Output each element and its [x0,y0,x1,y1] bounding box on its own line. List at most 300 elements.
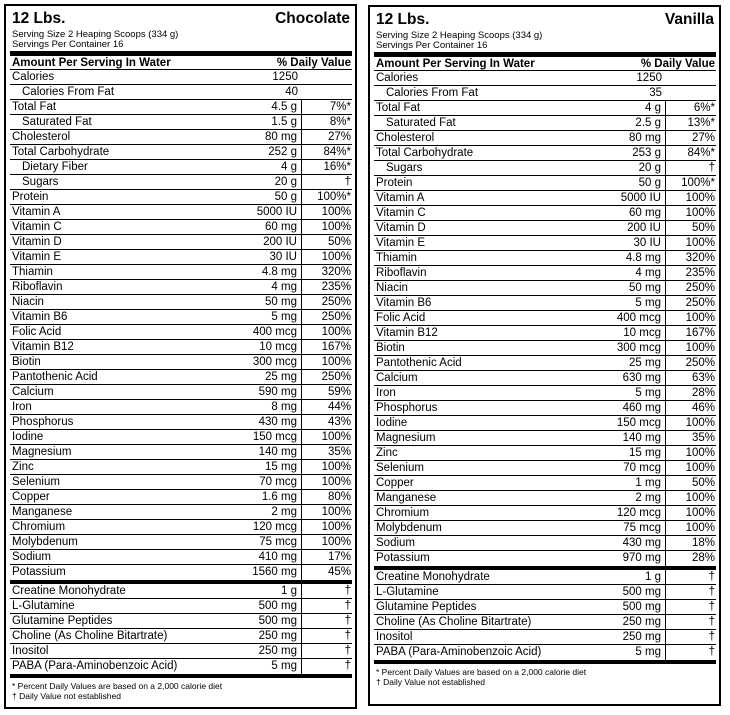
nutrient-row [374,521,716,536]
nutrient-name: Calcium [376,372,418,384]
nutrient-amount: 70 mcg [238,475,302,489]
nutrient-name: Zinc [376,447,398,459]
nutrient-daily-value: 50% [691,477,715,489]
nutrient-row [374,206,716,221]
nutrient-amount: 120 mcg [602,506,666,520]
serving-size: Serving Size 2 Heaping Scoops (334 g) [12,29,179,40]
nutrient-row [10,70,352,85]
daily-value-header: % Daily Value [276,57,351,69]
nutrient-amount: 30 IU [602,236,666,250]
supplement-row [374,600,716,615]
nutrient-name: Molybdenum [12,536,78,548]
nutrient-row [10,235,352,250]
supplement-daily-value: † [708,631,715,643]
nutrient-amount: 80 mg [602,131,666,145]
nutrient-name: Potassium [12,566,66,578]
nutrient-row [374,401,716,416]
nutrient-daily-value: 100% [321,521,351,533]
nutrient-name: Molybdenum [376,522,442,534]
nutrient-daily-value: 28% [691,387,715,399]
nutrient-row [10,310,352,325]
nutrient-row [374,536,716,551]
nutrient-rows [10,70,352,580]
nutrient-row [10,385,352,400]
nutrient-row [10,280,352,295]
nutrient-daily-value: 100% [321,206,351,218]
nutrient-amount: 4 g [238,160,302,174]
supplement-amount: 250 mg [238,644,302,658]
nutrient-amount: 5000 IU [602,191,666,205]
nutrient-daily-value: 59% [327,386,351,398]
nutrient-row [374,491,716,506]
nutrient-name: Vitamin E [12,251,62,263]
nutrient-daily-value: 100% [321,431,351,443]
supplement-row [374,645,716,660]
nutrient-amount: 75 mcg [602,521,666,535]
nutrient-name: Folic Acid [376,312,426,324]
supplement-row [10,614,352,629]
nutrient-daily-value: 46% [691,402,715,414]
nutrient-name: Manganese [376,492,437,504]
nutrient-amount: 2.5 g [602,116,666,130]
nutrient-amount: 15 mg [238,460,302,474]
nutrient-name: Saturated Fat [22,116,92,128]
nutrition-panel-vanilla [368,5,721,706]
nutrient-row [374,266,716,281]
nutrient-daily-value: 84%* [687,147,715,159]
nutrient-name: Vitamin D [376,222,426,234]
nutrient-name: Selenium [12,476,60,488]
nutrient-row [374,446,716,461]
nutrient-name: Pantothenic Acid [376,357,462,369]
nutrient-amount: 460 mg [602,401,666,415]
nutrient-row [10,520,352,535]
nutrient-amount: 1.5 g [238,115,302,129]
nutrient-name: Riboflavin [12,281,63,293]
supplement-name: L-Glutamine [12,600,75,612]
nutrient-daily-value: 100% [685,447,715,459]
supplement-daily-value: † [344,660,351,672]
nutrient-row [374,281,716,296]
nutrient-name: Copper [376,477,414,489]
nutrient-daily-value: 27% [691,132,715,144]
supplement-amount: 250 mg [602,630,666,644]
nutrient-daily-value: 100% [321,326,351,338]
nutrient-amount: 300 mcg [602,341,666,355]
amount-header: Amount Per Serving In Water [12,57,171,69]
nutrient-row [10,115,352,130]
supplement-name: PABA (Para-Aminobenzoic Acid) [376,646,542,658]
nutrient-daily-value: 13%* [687,117,715,129]
nutrient-row [374,161,716,176]
nutrient-row [10,565,352,580]
nutrient-amount: 70 mcg [602,461,666,475]
supplement-daily-value: † [344,615,351,627]
supplement-amount: 1 g [602,570,666,584]
nutrient-amount: 590 mg [238,385,302,399]
nutrient-name: Copper [12,491,50,503]
nutrient-row [10,340,352,355]
nutrient-daily-value [302,70,352,84]
nutrient-daily-value: † [344,176,351,188]
supplement-name: Creatine Monohydrate [12,585,126,597]
nutrient-name: Vitamin A [12,206,61,218]
nutrient-amount: 4 mg [238,280,302,294]
footnote-dagger: † Daily Value not established [12,691,121,701]
supplement-row [10,629,352,644]
supplement-daily-value: † [708,616,715,628]
nutrient-daily-value: 100% [685,507,715,519]
servings-per-container: Servings Per Container 16 [12,39,124,50]
nutrient-name: Total Carbohydrate [12,146,110,158]
footnote-percent: * Percent Daily Values are based on a 2,000 calorie diet [12,681,223,691]
nutrient-daily-value [666,86,716,100]
nutrient-row [374,296,716,311]
nutrient-name: Vitamin B6 [376,297,432,309]
package-size: 12 Lbs. [12,10,66,27]
column-header [374,57,716,71]
nutrient-row [374,386,716,401]
supplement-amount: 500 mg [238,599,302,613]
supplement-row [10,659,352,674]
nutrient-name: Zinc [12,461,34,473]
nutrition-panel-chocolate [4,4,357,709]
nutrient-daily-value: 100% [321,536,351,548]
nutrient-daily-value: 18% [691,537,715,549]
nutrient-amount: 200 IU [238,235,302,249]
supplement-row [374,570,716,585]
nutrient-row [374,506,716,521]
nutrient-daily-value: 167% [685,327,715,339]
nutrient-name: Total Fat [12,101,57,113]
nutrient-name: Biotin [12,356,41,368]
nutrient-row [374,101,716,116]
nutrient-daily-value: 8%* [329,116,351,128]
nutrient-name: Chromium [376,507,430,519]
nutrient-daily-value [302,85,352,99]
panel-heading [374,11,716,31]
nutrient-amount: 25 mg [602,356,666,370]
supplement-daily-value: † [708,586,715,598]
nutrient-name: Phosphorus [376,402,438,414]
nutrient-row [374,341,716,356]
nutrient-row [374,71,716,86]
nutrient-row [10,370,352,385]
supplement-amount: 250 mg [602,615,666,629]
nutrient-daily-value: 100% [321,476,351,488]
supplement-daily-value: † [344,585,351,597]
nutrient-amount: 5000 IU [238,205,302,219]
nutrient-row [10,130,352,145]
nutrient-name: Protein [12,191,49,203]
nutrient-amount: 60 mg [238,220,302,234]
nutrient-daily-value: 7%* [329,101,351,113]
nutrient-amount: 2 mg [238,505,302,519]
supplement-rows [10,584,352,674]
supplement-name: Creatine Monohydrate [376,571,490,583]
nutrient-daily-value: 80% [327,491,351,503]
nutrient-daily-value: 16%* [323,161,351,173]
nutrient-name: Selenium [376,462,424,474]
nutrient-row [10,505,352,520]
nutrient-row [10,325,352,340]
nutrient-rows [374,71,716,566]
nutrient-daily-value: 100% [685,192,715,204]
nutrient-amount: 1 mg [602,476,666,490]
nutrient-name: Saturated Fat [386,117,456,129]
nutrient-amount: 50 g [602,176,666,190]
nutrient-name: Niacin [12,296,44,308]
nutrient-amount: 15 mg [602,446,666,460]
nutrient-name: Riboflavin [376,267,427,279]
nutrient-name: Sodium [376,537,415,549]
nutrient-amount: 5 mg [602,296,666,310]
supplement-amount: 500 mg [602,585,666,599]
nutrient-daily-value: 100% [685,462,715,474]
supplement-name: L-Glutamine [376,586,439,598]
nutrient-daily-value: 100% [685,522,715,534]
nutrient-amount: 300 mcg [238,355,302,369]
supplement-amount: 5 mg [602,645,666,660]
daily-value-header: % Daily Value [640,58,715,70]
nutrient-amount: 120 mcg [238,520,302,534]
footer-divider [10,674,352,678]
nutrient-name: Cholesterol [12,131,71,143]
nutrient-row [374,131,716,146]
nutrient-row [374,236,716,251]
nutrient-amount: 430 mg [238,415,302,429]
nutrient-daily-value: 50% [691,222,715,234]
nutrient-amount: 1250 [272,71,298,83]
nutrient-name: Biotin [376,342,405,354]
nutrient-daily-value: 63% [691,372,715,384]
nutrient-daily-value: 235% [321,281,351,293]
nutrient-row [374,551,716,566]
nutrient-row [10,400,352,415]
nutrient-name: Pantothenic Acid [12,371,98,383]
nutrient-amount: 2 mg [602,491,666,505]
nutrient-name: Sugars [22,176,59,188]
nutrient-amount: 50 g [238,190,302,204]
nutrient-name: Iron [12,401,32,413]
nutrient-daily-value: 17% [327,551,351,563]
nutrient-amount: 1.6 mg [238,490,302,504]
nutrient-amount: 80 mg [238,130,302,144]
nutrient-name: Vitamin E [376,237,426,249]
nutrient-amount: 252 g [238,145,302,159]
nutrient-amount: 630 mg [602,371,666,385]
supplement-amount: 250 mg [238,629,302,643]
nutrient-amount: 4.8 mg [238,265,302,279]
nutrient-amount: 30 IU [238,250,302,264]
nutrient-amount: 140 mg [238,445,302,459]
nutrient-daily-value: 250% [321,371,351,383]
supplement-daily-value: † [344,630,351,642]
nutrient-amount: 400 mcg [238,325,302,339]
nutrient-name: Calcium [12,386,54,398]
supplement-daily-value: † [708,601,715,613]
nutrient-daily-value: 44% [327,401,351,413]
nutrient-name: Vitamin B6 [12,311,68,323]
nutrient-row [374,476,716,491]
supplement-amount: 500 mg [238,614,302,628]
nutrient-name: Folic Acid [12,326,62,338]
nutrient-daily-value: 235% [685,267,715,279]
nutrient-amount: 25 mg [238,370,302,384]
nutrient-daily-value: 100% [321,221,351,233]
nutrient-name: Vitamin A [376,192,425,204]
nutrient-daily-value: 100% [685,492,715,504]
supplement-name: Choline (As Choline Bitartrate) [376,616,532,628]
panel-heading [10,10,352,30]
nutrient-daily-value: 100% [685,207,715,219]
nutrient-amount: 4 mg [602,266,666,280]
nutrient-row [374,221,716,236]
nutrient-row [10,550,352,565]
nutrient-amount: 970 mg [602,551,666,566]
nutrient-amount: 4.5 g [238,100,302,114]
supplement-name: Inositol [12,645,49,657]
nutrient-daily-value: 50% [327,236,351,248]
nutrient-name: Iodine [376,417,408,429]
supplement-daily-value: † [344,645,351,657]
supplement-row [374,585,716,600]
nutrient-row [10,250,352,265]
nutrient-daily-value: 28% [691,552,715,564]
nutrient-row [374,356,716,371]
supplement-rows [374,570,716,660]
footer-divider [374,660,716,664]
nutrient-amount: 5 mg [238,310,302,324]
supplement-row [374,630,716,645]
nutrient-daily-value: 320% [685,252,715,264]
supplement-daily-value: † [708,571,715,583]
nutrient-amount: 10 mcg [602,326,666,340]
amount-header: Amount Per Serving In Water [376,58,535,70]
supplement-name: Inositol [376,631,413,643]
nutrient-amount: 75 mcg [238,535,302,549]
nutrient-amount: 40 [285,86,298,98]
nutrient-row [10,190,352,205]
nutrient-row [10,205,352,220]
nutrient-row [374,461,716,476]
nutrient-daily-value: 84%* [323,146,351,158]
supplement-name: PABA (Para-Aminobenzoic Acid) [12,660,178,672]
nutrient-name: Phosphorus [12,416,74,428]
nutrient-row [10,220,352,235]
nutrient-amount: 253 g [602,146,666,160]
nutrient-row [10,145,352,160]
nutrient-name: Magnesium [376,432,436,444]
nutrient-row [374,326,716,341]
supplement-daily-value: † [344,600,351,612]
nutrient-name: Iodine [12,431,44,443]
supplement-row [10,644,352,659]
package-size: 12 Lbs. [376,11,430,28]
supplement-row [374,615,716,630]
nutrient-row [374,191,716,206]
supplement-amount: 500 mg [602,600,666,614]
nutrient-daily-value [666,71,716,85]
nutrient-row [374,416,716,431]
nutrient-row [374,311,716,326]
nutrient-daily-value: 35% [691,432,715,444]
nutrient-name: Vitamin B12 [376,327,438,339]
nutrient-daily-value: 250% [321,311,351,323]
nutrient-amount: 400 mcg [602,311,666,325]
nutrient-amount: 50 mg [238,295,302,309]
nutrient-row [374,116,716,131]
nutrient-daily-value: 250% [685,357,715,369]
nutrient-name: Iron [376,387,396,399]
nutrient-row [374,176,716,191]
nutrient-name: Niacin [376,282,408,294]
nutrient-daily-value: 43% [327,416,351,428]
nutrient-row [374,251,716,266]
nutrient-daily-value: 100% [321,356,351,368]
nutrient-name: Magnesium [12,446,72,458]
nutrient-row [10,295,352,310]
nutrient-daily-value: 100% [321,461,351,473]
nutrient-daily-value: 100%* [317,191,351,203]
nutrient-row [374,371,716,386]
nutrient-row [10,430,352,445]
nutrient-name: Vitamin B12 [12,341,74,353]
nutrient-name: Thiamin [12,266,53,278]
nutrient-daily-value: 167% [321,341,351,353]
nutrient-amount: 410 mg [238,550,302,564]
nutrient-amount: 1560 mg [238,565,302,580]
nutrient-name: Chromium [12,521,66,533]
nutrient-amount: 150 mcg [238,430,302,444]
nutrient-row [10,265,352,280]
nutrient-row [10,445,352,460]
flavor-name: Chocolate [275,10,350,27]
nutrient-daily-value: 320% [321,266,351,278]
nutrient-row [374,431,716,446]
nutrient-row [10,175,352,190]
nutrient-row [10,355,352,370]
nutrient-name: Calories From Fat [386,87,479,99]
nutrient-name: Vitamin C [12,221,62,233]
nutrient-row [10,160,352,175]
nutrient-name: Cholesterol [376,132,435,144]
nutrient-daily-value: 45% [327,566,351,578]
nutrient-row [10,85,352,100]
nutrient-amount: 20 g [238,175,302,189]
nutrient-amount: 140 mg [602,431,666,445]
nutrient-daily-value: 6%* [693,102,715,114]
nutrient-amount: 35 [649,87,662,99]
nutrient-row [374,86,716,101]
nutrient-name: Protein [376,177,413,189]
nutrient-row [10,460,352,475]
nutrient-name: Total Fat [376,102,421,114]
nutrient-name: Potassium [376,552,430,564]
nutrient-name: Calories [376,72,419,84]
nutrient-amount: 10 mcg [238,340,302,354]
nutrient-daily-value: 100% [321,506,351,518]
nutrient-amount: 20 g [602,161,666,175]
nutrient-daily-value: 100% [685,342,715,354]
nutrient-amount: 430 mg [602,536,666,550]
nutrient-daily-value: 100%* [681,177,715,189]
supplement-row [10,599,352,614]
serving-size: Serving Size 2 Heaping Scoops (334 g) [376,30,543,41]
supplement-amount: 5 mg [238,659,302,674]
nutrient-name: Calories [12,71,55,83]
nutrient-amount: 8 mg [238,400,302,414]
